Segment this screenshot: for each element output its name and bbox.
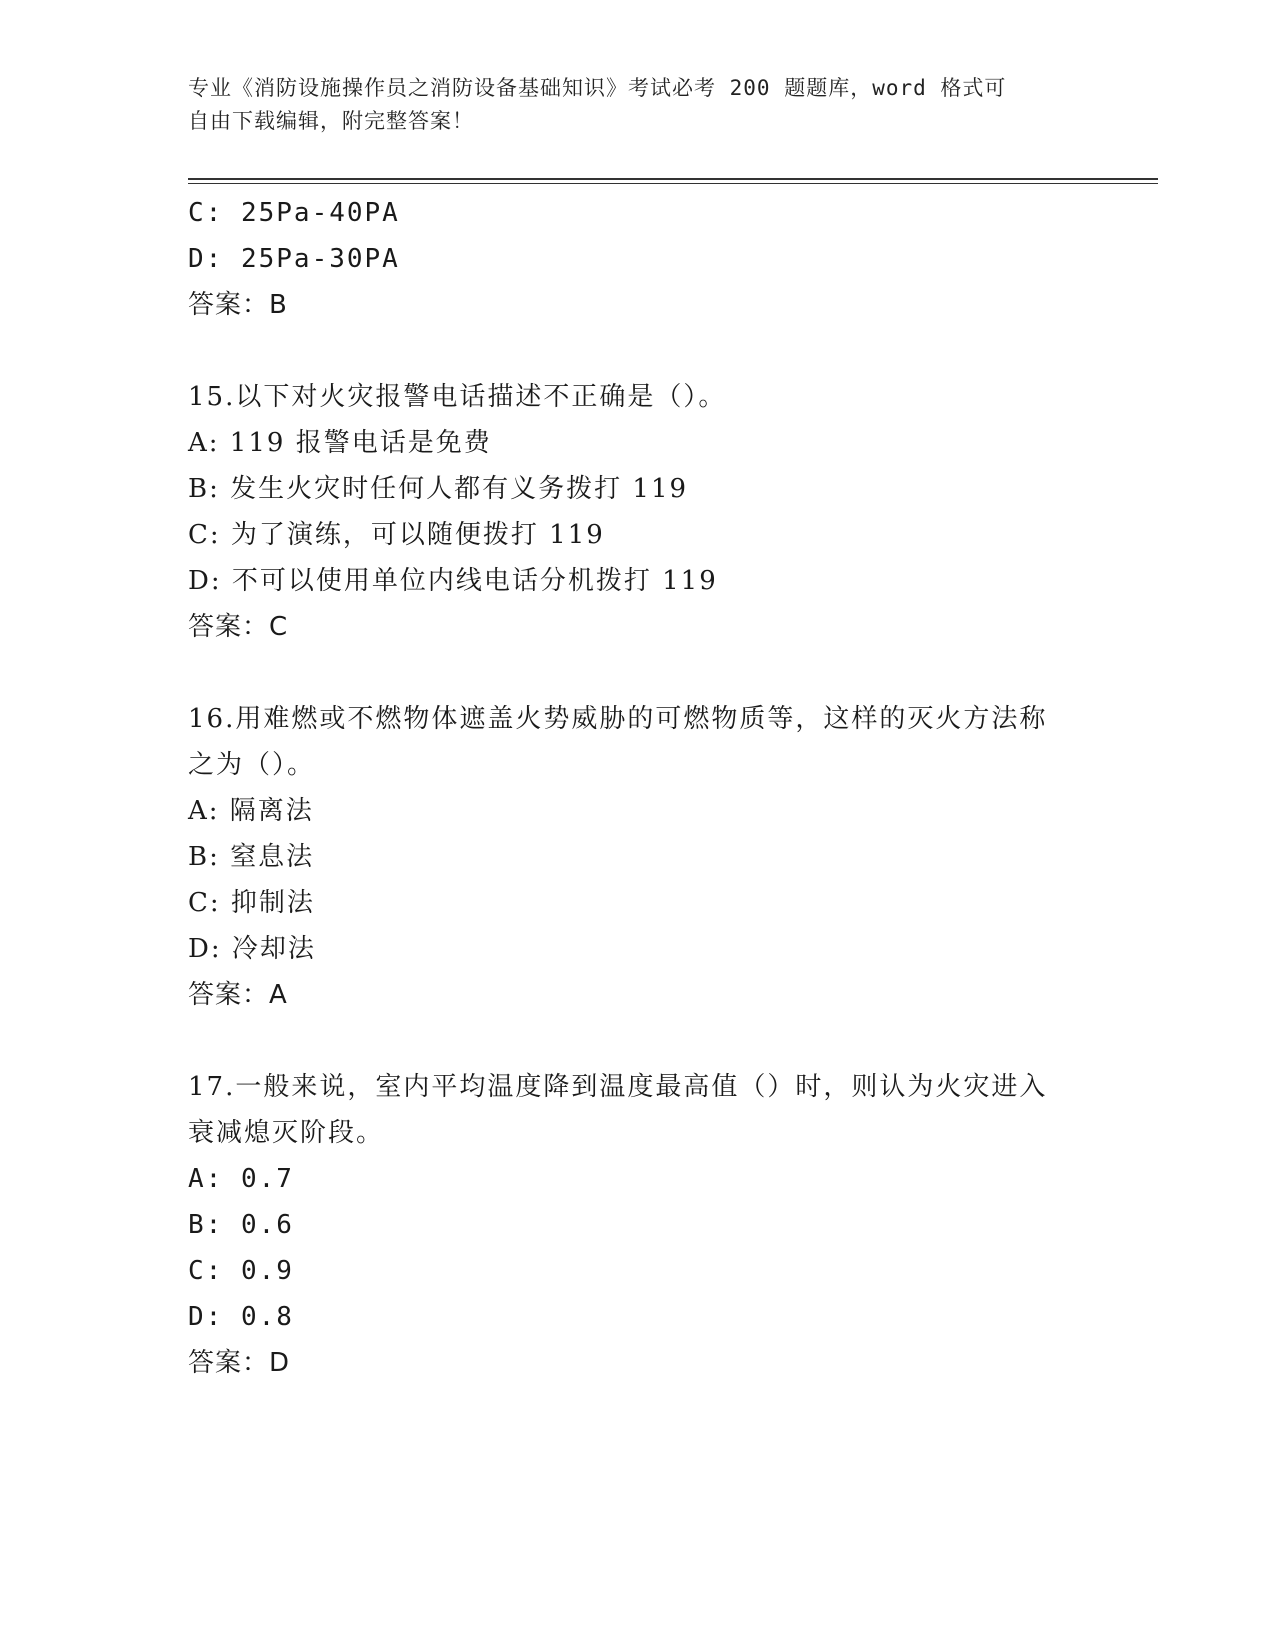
- option-d: D: 不可以使用单位内线电话分机拨打 119: [188, 566, 718, 596]
- option-a: A: 119 报警电话是免费: [188, 428, 492, 458]
- option-d: D: 冷却法: [188, 934, 316, 964]
- question-title: 15.以下对火灾报警电话描述不正确是（）。: [188, 382, 727, 412]
- header-line-2: 自由下载编辑，附完整答案！: [188, 109, 474, 133]
- question-title-line-2: 衰减熄灭阶段。: [188, 1118, 385, 1148]
- option-d: D: 25Pa-30PA: [188, 244, 400, 274]
- carryover-block: [188, 190, 1088, 328]
- answer-line: 答案：D: [188, 1348, 291, 1378]
- option-a: A: 隔离法: [188, 796, 314, 826]
- spacer: [188, 1018, 1088, 1064]
- option-c: C: 抑制法: [188, 888, 315, 918]
- answer-line: 答案：C: [188, 612, 289, 642]
- answer-line: 答案：B: [188, 290, 288, 320]
- question-list: [188, 190, 1088, 1386]
- spacer: [188, 328, 1088, 374]
- question-title-line-1: 17.一般来说，室内平均温度降到温度最高值（）时，则认为火灾进入: [188, 1072, 1048, 1102]
- header-divider-thin: [188, 183, 1158, 184]
- spacer: [188, 650, 1088, 696]
- question-16: [188, 696, 1088, 1018]
- option-b: B: 0.6: [188, 1210, 294, 1240]
- option-b: B: 发生火灾时任何人都有义务拨打 119: [188, 474, 689, 504]
- option-a: A: 0.7: [188, 1164, 294, 1194]
- question-17: [188, 1064, 1088, 1386]
- answer-line: 答案：A: [188, 980, 288, 1010]
- option-c: C: 0.9: [188, 1256, 294, 1286]
- option-c: C: 为了演练，可以随便拨打 119: [188, 520, 605, 550]
- option-c: C: 25Pa-40PA: [188, 198, 400, 228]
- option-b: B: 窒息法: [188, 842, 315, 872]
- question-title-line-1: 16.用难燃或不燃物体遮盖火势威胁的可燃物质等，这样的灭火方法称: [188, 704, 1048, 734]
- header-line-1: 专业《消防设施操作员之消防设备基础知识》考试必考 200 题题库，word 格式可: [188, 76, 1007, 100]
- question-15: [188, 374, 1088, 650]
- option-d: D: 0.8: [188, 1302, 294, 1332]
- question-title-line-2: 之为（）。: [188, 750, 316, 780]
- header-divider-thick: [188, 178, 1158, 180]
- document-header: [188, 72, 1088, 138]
